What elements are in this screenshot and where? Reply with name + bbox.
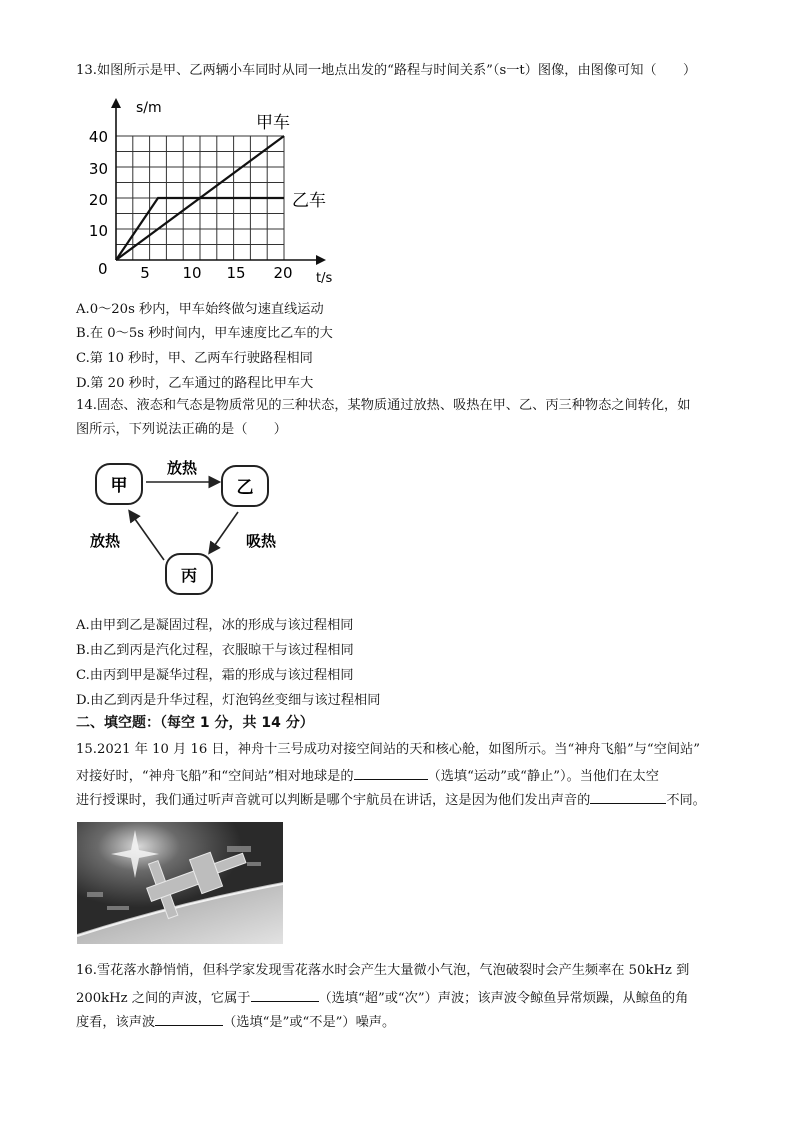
series-label-jia: 甲车: [256, 113, 290, 133]
q14-option-b: B.由乙到丙是汽化过程，衣服晾干与该过程相同: [76, 643, 354, 658]
q13-option-d: D.第 20 秒时，乙车通过的路程比甲车大: [76, 376, 314, 391]
x-tick-label: 10: [182, 264, 202, 282]
origin-label: 0: [98, 260, 108, 278]
x-tick-label: 20: [273, 264, 293, 282]
y-axis-label: s/m: [136, 100, 162, 116]
q16-line1: 16.雪花落水静悄悄，但科学家发现雪花落水时会产生大量微小气泡，气泡破裂时会产生频率在 50kHz 到: [76, 963, 690, 978]
x-axis-label: t/s: [316, 271, 333, 286]
q13-option-a: A.0～20s 秒内，甲车始终做匀速直线运动: [76, 302, 324, 317]
q16-line3: [76, 1011, 395, 1032]
q15-line1: 15.2021 年 10 月 16 日，神舟十三号成功对接空间站的天和核心舱，如图所示。当“神舟飞船”与“空间站”: [76, 742, 700, 757]
state-label-bing: 丙: [180, 566, 198, 585]
q13-stem: 13.如图所示是甲、乙两辆小车同时从同一地点出发的“路程与时间关系”（s一t）图像，由图像可知（ ）: [76, 63, 697, 78]
q16-line2-text-a: 200kHz 之间的声波，它属于: [76, 991, 251, 1006]
q14-option-a: A.由甲到乙是凝固过程，冰的形成与该过程相同: [76, 618, 354, 633]
st-graph: [80, 92, 360, 292]
q16-line2-text-b: （选填“超”或“次”）声波；该声波令鲸鱼异常烦躁，从鲸鱼的角: [318, 991, 689, 1006]
state-label-jia: 甲: [110, 476, 128, 496]
arrow-label-release-heat-top: 放热: [166, 459, 198, 477]
y-tick-label: 40: [88, 128, 108, 146]
y-tick-label: 20: [88, 191, 108, 209]
q16-blank-2[interactable]: [155, 1011, 223, 1026]
q15-line2-text-b: （选填“运动”或“静止”）。当他们在太空: [427, 769, 659, 784]
q15-line2: [76, 765, 659, 786]
q15-line3: [76, 789, 706, 810]
arrow-label-absorb-heat: 吸热: [246, 532, 277, 550]
series-label-yi: 乙车: [292, 191, 326, 211]
q16-line3-text-a: 度看，该声波: [76, 1015, 156, 1030]
arrow-yi-to-bing: [210, 512, 238, 552]
section-heading: 二、填空题：（每空 1 分，共 14 分）: [76, 715, 314, 731]
state-label-yi: 乙: [236, 478, 254, 498]
q16-line3-text-b: （选填“是”或“不是”）噪声。: [223, 1015, 396, 1030]
q16-blank-1[interactable]: [251, 987, 319, 1002]
space-station-photo: [77, 822, 283, 944]
q15-blank-2[interactable]: [590, 789, 666, 804]
q13-option-c: C.第 10 秒时，甲、乙两车行驶路程相同: [76, 351, 313, 366]
q15-line3-text-b: 不同。: [666, 793, 706, 808]
arrow-bing-to-jia: [130, 512, 164, 560]
y-tick-label: 10: [88, 222, 108, 240]
q15-line2-text-a: 对接好时，“神舟飞船”和“空间站”相对地球是的: [76, 769, 354, 784]
q16-line2: [76, 987, 688, 1008]
q14-stem-line2: 图所示，下列说法正确的是（ ）: [76, 422, 287, 437]
x-tick-label: 5: [140, 264, 150, 282]
y-tick-label: 30: [88, 160, 108, 178]
q15-line3-text-a: 进行授课时，我们通过听声音就可以判断是哪个宇航员在讲话，这是因为他们发出声音的: [76, 793, 591, 808]
q14-option-d: D.由乙到丙是升华过程，灯泡钨丝变细与该过程相同: [76, 693, 381, 708]
x-tick-label: 15: [226, 264, 246, 282]
q14-option-c: C.由丙到甲是凝华过程，霜的形成与该过程相同: [76, 668, 354, 683]
state-change-diagram: [86, 448, 326, 608]
y-axis-arrow: [111, 98, 121, 108]
q13-option-b: B.在 0～5s 秒时间内，甲车速度比乙车的大: [76, 326, 333, 341]
arrow-label-release-heat-left: 放热: [90, 532, 121, 550]
x-axis-arrow: [316, 255, 326, 265]
q14-stem-line1: 14.固态、液态和气态是物质常见的三种状态，某物质通过放热、吸热在甲、乙、丙三种物态之间转化，如: [76, 398, 691, 413]
q15-blank-1[interactable]: [354, 765, 428, 780]
